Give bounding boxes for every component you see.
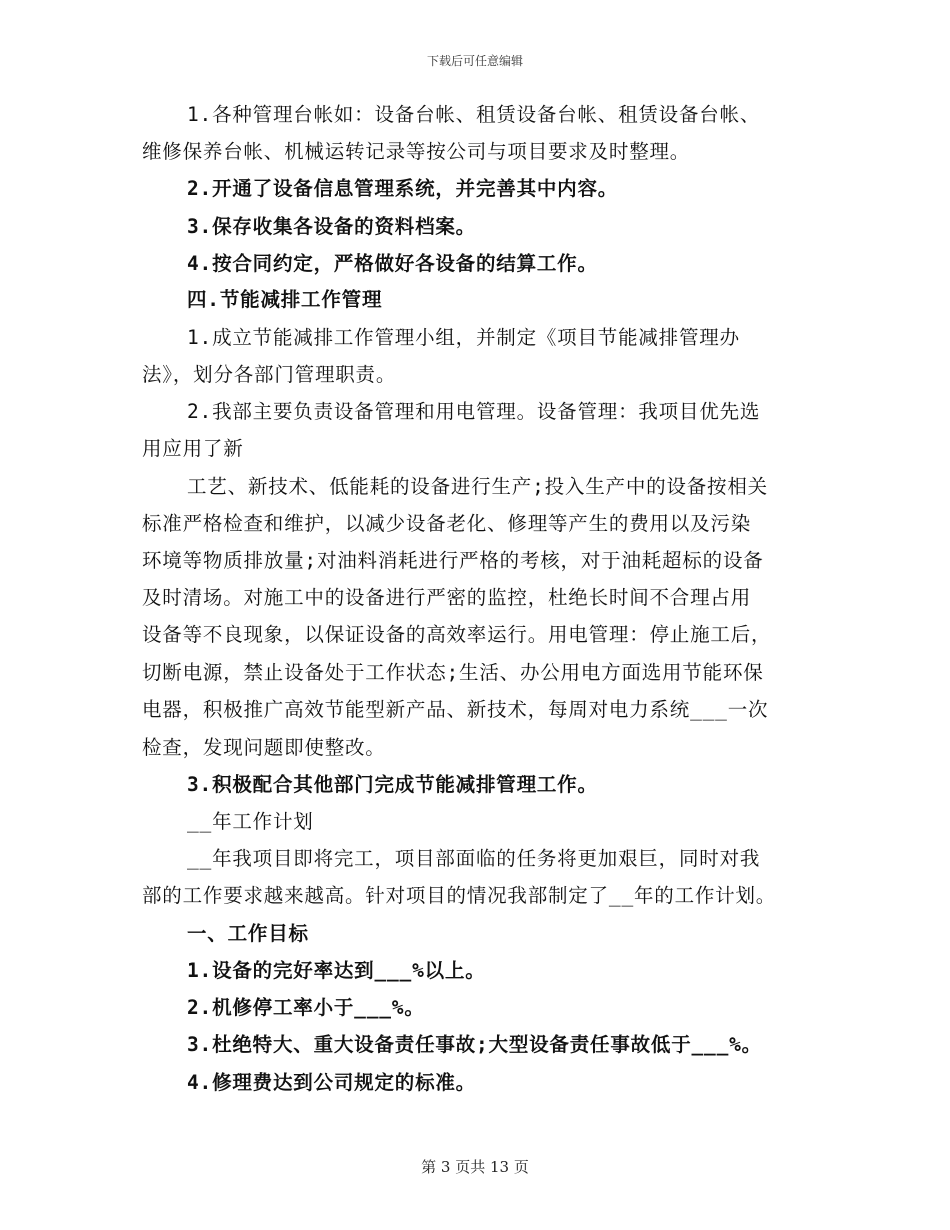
- paragraph-line: 电器，积极推广高效节能型新产品、新技术，每周对电力系统___一次: [142, 698, 769, 721]
- header-note: 下载后可任意编辑: [426, 54, 523, 68]
- paragraph-line: 工艺、新技术、低能耗的设备进行生产;投入生产中的设备按相关: [187, 475, 768, 498]
- paragraph-line: 切断电源，禁止设备处于工作状态;生活、办公用电方面选用节能环保: [142, 661, 764, 684]
- paragraph-line: 3.杜绝特大、重大设备责任事故;大型设备责任事故低于___%。: [187, 1033, 762, 1056]
- paragraph-line: 4.修理费达到公司规定的标准。: [187, 1071, 476, 1094]
- paragraph-line: 1.成立节能减排工作管理小组，并制定《项目节能减排管理办: [187, 326, 740, 349]
- paragraph-line: 法》，划分各部门管理职责。: [142, 363, 397, 386]
- paragraph-line: 检查，发现问题即使整改。: [142, 736, 386, 759]
- paragraph-line: 维修保养台帐、机械运转记录等按公司与项目要求及时整理。: [142, 140, 691, 163]
- paragraph-line: 四.节能减排工作管理: [187, 288, 383, 311]
- paragraph-line: 3.保存收集各设备的资料档案。: [187, 215, 476, 238]
- paragraph-line: 用应用了新: [142, 437, 244, 460]
- paragraph-line: __年我项目即将完工，项目部面临的任务将更加艰巨，同时对我: [187, 847, 761, 870]
- paragraph-line: 设备等不良现象，以保证设备的高效率运行。用电管理：停止施工后，: [142, 623, 772, 646]
- page-footer: 第 3 页共 13 页: [421, 1158, 529, 1176]
- paragraph-line: 4.按合同约定，严格做好各设备的结算工作。: [187, 252, 598, 275]
- paragraph-line: 一、工作目标: [187, 922, 309, 945]
- paragraph-line: 2.开通了设备信息管理系统，并完善其中内容。: [187, 177, 619, 200]
- paragraph-line: 标准严格检查和维护，以减少设备老化、修理等产生的费用以及污染: [142, 512, 752, 535]
- paragraph-line: 1.各种管理台帐如：设备台帐、租赁设备台帐、租赁设备台帐、: [187, 103, 761, 126]
- paragraph-line: 2.机修停工率小于___%。: [187, 996, 425, 1019]
- paragraph-line: __年工作计划: [187, 810, 314, 833]
- paragraph-line: 及时清场。对施工中的设备进行严密的监控，杜绝长时间不合理占用: [142, 586, 752, 609]
- paragraph-line: 2.我部主要负责设备管理和用电管理。设备管理：我项目优先选: [187, 400, 761, 423]
- paragraph-line: 部的工作要求越来越高。针对项目的情况我部制定了__年的工作计划。: [142, 884, 777, 907]
- paragraph-line: 3.积极配合其他部门完成节能减排管理工作。: [187, 773, 598, 796]
- paragraph-line: 环境等物质排放量;对油料消耗进行严格的考核，对于油耗超标的设备: [142, 549, 764, 572]
- paragraph-line: 1.设备的完好率达到___%以上。: [187, 959, 486, 982]
